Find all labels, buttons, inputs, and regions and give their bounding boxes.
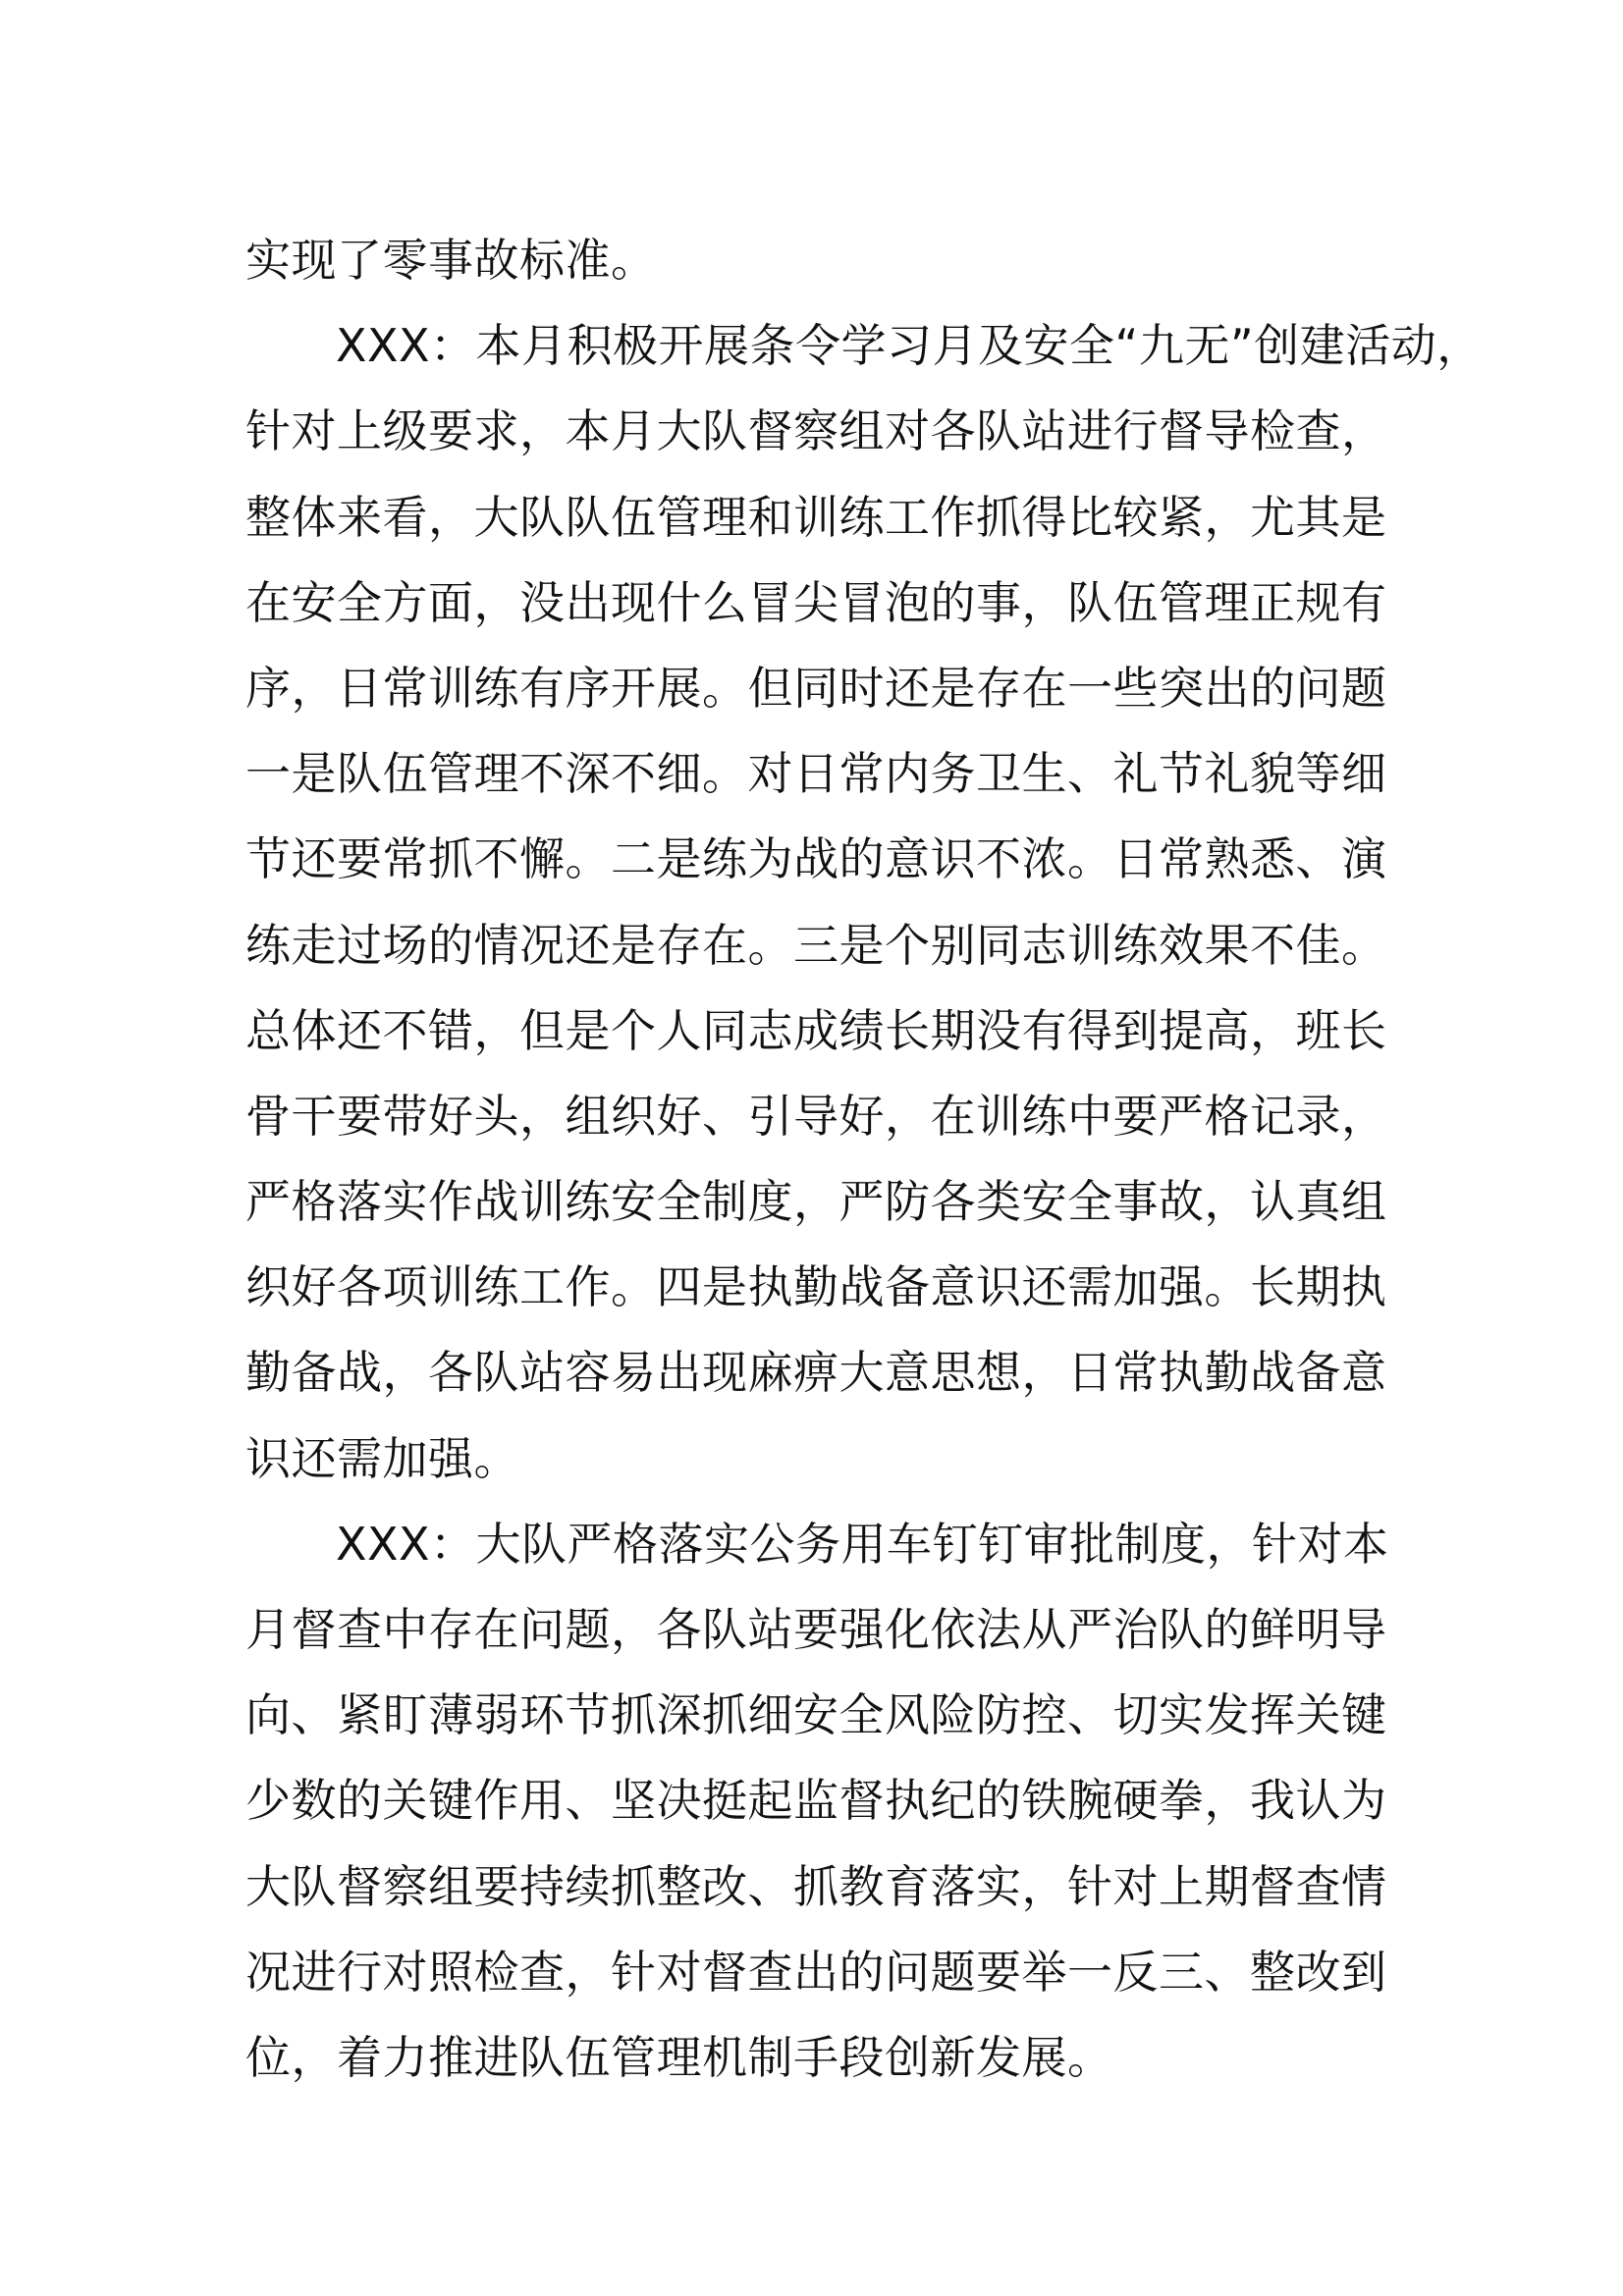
text-line: 在安全方面，没出现什么冒尖冒泡的事，队伍管理正规有 xyxy=(245,575,1387,629)
text-line: XXX：大队严格落实公务用车钉钉审批制度，针对本 xyxy=(336,1517,1389,1571)
text-line: XXX：本月积极开展条令学习月及安全“九无”创建活动， xyxy=(336,319,1483,373)
document-body xyxy=(245,218,1483,2101)
text-line: 序，日常训练有序开展。但同时还是存在一些突出的问题 xyxy=(245,661,1387,715)
text-line: 月督查中存在问题，各队站要强化依法从严治队的鲜明导 xyxy=(245,1603,1387,1656)
text-line: 练走过场的情况还是存在。三是个别同志训练效果不佳。 xyxy=(245,918,1387,972)
text-line: 大队督察组要持续抓整改、抓教育落实，针对上期督查情 xyxy=(245,1859,1387,1913)
text-line: 实现了零事故标准。 xyxy=(245,234,657,287)
text-line: 整体来看，大队队伍管理和训练工作抓得比较紧，尤其是 xyxy=(245,490,1387,544)
text-line: 位，着力推进队伍管理机制手段创新发展。 xyxy=(245,2030,1113,2084)
text-line: 一是队伍管理不深不细。对日常内务卫生、礼节礼貌等细 xyxy=(245,747,1387,801)
text-line: 况进行对照检查，针对督查出的问题要举一反三、整改到 xyxy=(245,1945,1387,1999)
text-line: 勤备战，各队站容易出现麻痹大意思想，日常执勤战备意 xyxy=(245,1346,1387,1400)
text-line: 骨干要带好头，组织好、引导好，在训练中要严格记录， xyxy=(245,1089,1387,1143)
text-line: 总体还不错，但是个人同志成绩长期没有得到提高，班长 xyxy=(245,1003,1387,1057)
text-line: 针对上级要求，本月大队督察组对各队站进行督导检查， xyxy=(245,404,1387,458)
text-line: 严格落实作战训练安全制度，严防各类安全事故，认真组 xyxy=(245,1175,1387,1229)
text-line: 识还需加强。 xyxy=(245,1431,519,1485)
text-line: 织好各项训练工作。四是执勤战备意识还需加强。长期执 xyxy=(245,1260,1387,1314)
text-line: 向、紧盯薄弱环节抓深抓细安全风险防控、切实发挥关键 xyxy=(245,1688,1387,1742)
text-line: 节还要常抓不懈。二是练为战的意识不浓。日常熟悉、演 xyxy=(245,832,1387,886)
text-line: 少数的关键作用、坚决挺起监督执纪的铁腕硬拳，我认为 xyxy=(245,1774,1387,1828)
